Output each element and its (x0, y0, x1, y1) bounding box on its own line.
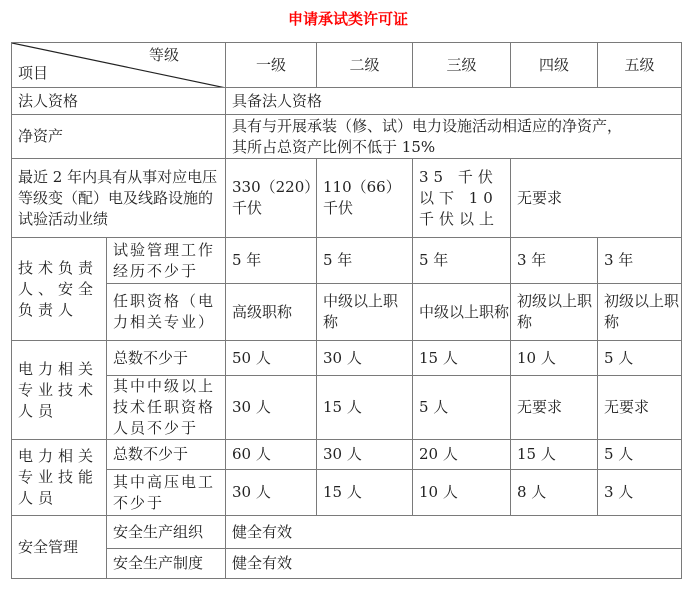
cell: 中级以上职称 (413, 284, 511, 341)
row-label: 最近 2 年内具有从事对应电压等级变（配）电及线路设施的试验活动业绩 (12, 159, 226, 238)
cell: 无要求 (598, 376, 682, 440)
cell: 健全有效 (226, 549, 682, 579)
cell: 无要求 (511, 159, 682, 238)
sub-label: 试验管理工作经历不少于 (107, 238, 226, 284)
cell: 20 人 (413, 440, 511, 470)
sub-label: 任职资格（电力相关专业） (107, 284, 226, 341)
cell: 30 人 (317, 440, 413, 470)
cell: 50 人 (226, 341, 317, 376)
table-row (12, 115, 682, 159)
table-row (12, 341, 682, 376)
cell: 5 年 (413, 238, 511, 284)
corner-cell (12, 43, 226, 88)
group-label: 电力相关专业技术人员 (12, 341, 107, 440)
row-label: 净资产 (12, 115, 226, 159)
level-header-5: 五级 (598, 43, 682, 88)
row-value (226, 115, 682, 159)
level-header-2: 二级 (317, 43, 413, 88)
cell: 健全有效 (226, 516, 682, 549)
table-row (12, 470, 682, 516)
table-row (12, 284, 682, 341)
cell: 10 人 (511, 341, 598, 376)
group-label: 安全管理 (12, 516, 107, 579)
cell: 15 人 (413, 341, 511, 376)
cell: 高级职称 (226, 284, 317, 341)
document-title: 申请承试类许可证 (287, 10, 408, 28)
cell: 30 人 (226, 470, 317, 516)
level-axis-label: 等级 (148, 46, 179, 64)
row-label: 法人资格 (12, 88, 226, 115)
value-line: 其所占总资产比例不低于 15% (232, 137, 436, 156)
sub-label: 总数不少于 (107, 440, 226, 470)
cell: 330（220）千伏 (226, 159, 317, 238)
cell: 15 人 (317, 376, 413, 440)
cell: 3 年 (511, 238, 598, 284)
sub-label: 其中高压电工不少于 (107, 470, 226, 516)
table-row (12, 238, 682, 284)
sub-label: 总数不少于 (107, 341, 226, 376)
sub-label: 其中中级以上技术任职资格人员不少于 (107, 376, 226, 440)
group-label: 技术负责人、安全负责人 (12, 238, 107, 341)
table-row (12, 516, 682, 549)
license-requirements-table (11, 42, 682, 579)
cell: 5 人 (598, 341, 682, 376)
cell: 无要求 (511, 376, 598, 440)
cell: 初级以上职称 (511, 284, 598, 341)
cell: 5 人 (598, 440, 682, 470)
sub-label: 安全生产组织 (107, 516, 226, 549)
cell: 15 人 (317, 470, 413, 516)
level-header-3: 三级 (413, 43, 511, 88)
group-label: 电力相关专业技能人员 (12, 440, 107, 516)
cell: 5 年 (226, 238, 317, 284)
cell: 3 年 (598, 238, 682, 284)
cell: 5 年 (317, 238, 413, 284)
table-row (12, 549, 682, 579)
cell: 8 人 (511, 470, 598, 516)
value-line: 具有与开展承装（修、试）电力设施活动相适应的净资产， (232, 116, 623, 135)
cell: 15 人 (511, 440, 598, 470)
cell: 30 人 (317, 341, 413, 376)
row-value: 具备法人资格 (226, 88, 682, 115)
table-row (12, 440, 682, 470)
cell: 10 人 (413, 470, 511, 516)
level-header-4: 四级 (511, 43, 598, 88)
cell: 60 人 (226, 440, 317, 470)
cell: 中级以上职称 (317, 284, 413, 341)
table-row (12, 159, 682, 238)
cell: 3 人 (598, 470, 682, 516)
level-header-1: 一级 (226, 43, 317, 88)
cell: 35 千伏以下 10 千伏以上 (413, 159, 511, 238)
sub-label: 安全生产制度 (107, 549, 226, 579)
table-row (12, 376, 682, 440)
cell: 初级以上职称 (598, 284, 682, 341)
cell: 30 人 (226, 376, 317, 440)
table-row (12, 88, 682, 115)
cell: 5 人 (413, 376, 511, 440)
header-row (12, 43, 682, 88)
item-axis-label: 项目 (18, 64, 49, 82)
cell: 110（66）千伏 (317, 159, 413, 238)
